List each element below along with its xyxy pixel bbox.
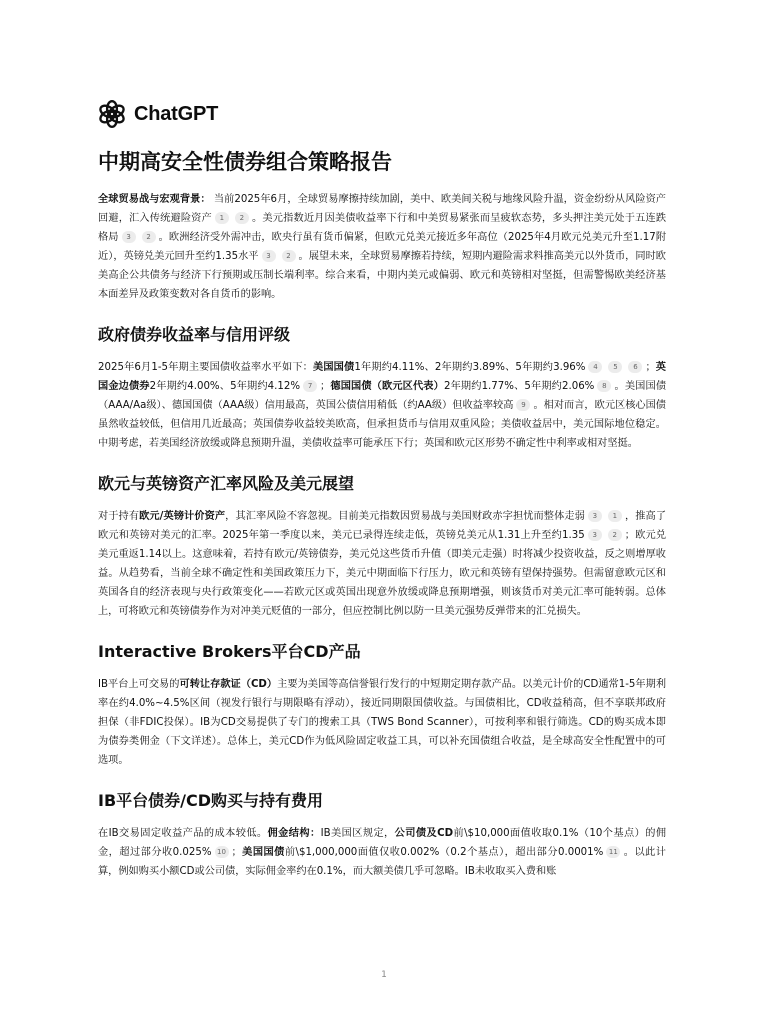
- fx-risk-paragraph: 对于持有欧元/英镑计价资产，其汇率风险不容忽视。目前美元指数因贸易战与美国财政赤字担忧而整体走弱 3 1 ，推高了欧元和英镑对美元的汇率。2025年第一季度以来，美元已录得连续走低，英镑兑美元从1.31上升至约1.35 3 2 ；欧元兑美元重返1.14以上。这意味着，若持有欧元/英镑债券，美元兑这些货币升值（即美元走强）时将减少投资收益，反之则增厚收益。从趋势看，当前全球不确定性和美国政策压力下，美元中期面临下行压力，欧元和英镑有望保持强势。但需留意欧元区和英国各自的经济表现与央行政策变化——若欧元区或英国出现意外放缓或降息预期增强，则该货币对美元汇率可能转弱。总体上，可将欧元和英镑债券作为对冲美元贬值的一部分，但应控制比例以防一旦美元强势反弹带来的汇兑损失。: [98, 511, 667, 617]
- citation-badge[interactable]: 2: [142, 231, 156, 243]
- section-heading-ib-fees: IB平台债券/CD购买与持有费用: [98, 791, 324, 810]
- citation-badge[interactable]: 1: [608, 510, 622, 522]
- citation-badge[interactable]: 2: [282, 250, 296, 262]
- ib-fees-paragraph: 在IB交易固定收益产品的成本较低。佣金结构：IB美国区规定，公司债及CD前\$10,000面值收取0.1%（10个基点）的佣金，超过部分收0.025% 10 ；美国国债前\$1,000,000面值仅收0.002%（0.2个基点），超出部分0.0001% 11 。以此计算，例如购买小额CD或公司债，实际佣金率约在0.1%，而大额美债几乎可忽略。IB未收取买入费和账: [98, 828, 667, 877]
- citation-badge[interactable]: 9: [516, 399, 530, 411]
- citation-badge[interactable]: 10: [215, 846, 229, 858]
- ib-cd-paragraph: IB平台上可交易的可转让存款证（CD）主要为美国等高信誉银行发行的中短期定期存款产品。以美元计价的CD通常1-5年期利率在约4.0%~4.5%区间（视发行银行与期限略有浮动），接近同期限国债收益。与国债相比，CD收益稍高，但不享联邦政府担保（非FDIC投保）。IB为CD交易提供了专门的搜索工具（TWS Bond Scanner），可按利率和银行筛选。CD的购买成本即为债券类佣金（下文详述）。总体上，美元CD作为低风险固定收益工具，可以补充国债组合收益，是全球高安全性配置中的可选项。: [98, 679, 667, 766]
- intro-paragraph: 全球贸易战与宏观背景： 当前2025年6月，全球贸易摩擦持续加剧，美中、欧美间关税与地缘风险升温，资金纷纷从风险资产回避，汇入传统避险资产 1 2 。美元指数近月因美债收益率下行和中美贸易紧张而呈疲软态势，多头押注美元处于五连跌格局 3 2 。欧洲经济受外需冲击，欧央行虽有货币偏紧，但欧元兑美元接近多年高位（2025年4月欧元兑美元升至1.17附近），英镑兑美元回升至约1.35水平 3 2 。展望未来，全球贸易摩擦若持续，短期内避险需求料推高美元以外货币，同时欧美高企公共债务与经济下行预期或压制长端利率。综合来看，中期内美元或偏弱、欧元和英镑相对坚挺，但需警惕欧美经济基本面差异及政策变数对各自货币的影响。: [98, 194, 667, 300]
- citation-badge[interactable]: 3: [122, 231, 136, 243]
- section-heading-gov-bonds: 政府债券收益率与信用评级: [98, 325, 291, 344]
- citation-badge[interactable]: 3: [588, 529, 602, 541]
- brand-header: [98, 98, 666, 130]
- citation-badge[interactable]: 6: [628, 361, 642, 373]
- citation-badge[interactable]: 7: [303, 380, 317, 392]
- brand-name: ChatGPT: [134, 102, 219, 125]
- gov-bonds-paragraph: 2025年6月1-5年期主要国债收益率水平如下：美国国债1年期约4.11%、2年期约3.89%、5年期约3.96% 4 5 6 ；英国金边债券2年期约4.00%、5年期约4.12% 7 ；德国国债（欧元区代表）2年期约1.77%、5年期约2.06% 8 。美国国债（AAA/Aa级）、德国国债（AAA级）信用最高，英国公债信用稍低（约AA级）但收益率较高 9 。相对而言，欧元区核心国债虽然收益较低，但信用几近最高；英国债券收益较美欧高，但承担货币与信用双重风险；美债收益居中，美元国际地位稳定。中期考虑，若美国经济放缓或降息预期升温，美债收益率可能承压下行；英国和欧元区形势不确定性中利率或相对坚挺。: [98, 362, 667, 449]
- citation-badge[interactable]: 2: [235, 212, 249, 224]
- citation-badge[interactable]: 4: [588, 361, 602, 373]
- openai-logo-icon: [98, 100, 126, 128]
- citation-badge[interactable]: 11: [606, 846, 620, 858]
- section-heading-fx-risk: 欧元与英镑资产汇率风险及美元展望: [98, 474, 355, 493]
- citation-badge[interactable]: 3: [262, 250, 276, 262]
- page-number: 1: [381, 970, 387, 980]
- citation-badge[interactable]: 5: [608, 361, 622, 373]
- document-page: [98, 98, 666, 881]
- citation-badge[interactable]: 3: [588, 510, 602, 522]
- citation-badge[interactable]: 1: [215, 212, 229, 224]
- report-title: 中期高安全性债券组合策略报告: [98, 150, 392, 174]
- citation-badge[interactable]: 2: [608, 529, 622, 541]
- citation-badge[interactable]: 8: [597, 380, 611, 392]
- section-heading-ib-cd: Interactive Brokers平台CD产品: [98, 642, 361, 661]
